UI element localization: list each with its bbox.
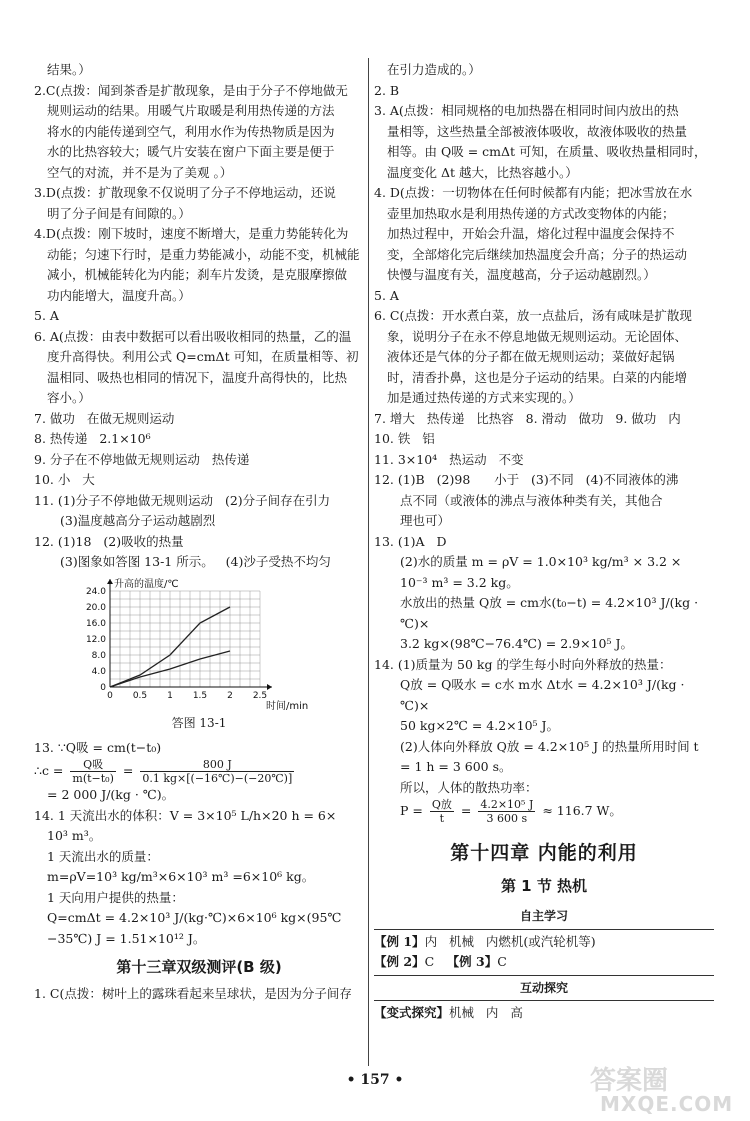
section-heading-b: 第十三章双级测评(B 级) — [116, 958, 282, 976]
answer-3: 3. A(点拨：相同规格的电加热器在相同时间内放出的热 — [374, 103, 679, 118]
answer-line: = 2 000 J/(kg · ℃)。 — [47, 787, 175, 802]
left-column — [34, 60, 364, 1004]
answer-14: 14. (1)质量为 50 kg 的学生每小时向外释放的热量： — [374, 656, 672, 672]
answer-line: 3.2 kg×(98℃−76.4℃) = 2.9×10⁵ J。 — [400, 636, 634, 651]
answer-3: 3.D(点拨：扩散现象不仅说明了分子不停地运动，还说 — [34, 185, 336, 200]
equals-sign: = — [460, 803, 472, 818]
denominator: 0.1 kg×[(−16℃)−(−20℃)] — [142, 772, 293, 785]
answer-line: 1 天流出水的质量： — [47, 848, 159, 864]
answer-14: 14. 1 天流出水的体积：V = 3×10⁵ L/h×20 h = 6× — [34, 807, 337, 823]
answer-11: 11. 3×10⁴ 热运动 不变 — [374, 451, 524, 467]
numerator: 800 J — [140, 758, 294, 772]
answer-line: 相等。由 Q吸 = cmΔt 可知，在质量、吸收热量相同时， — [387, 144, 707, 159]
answer-4: 4. D(点拨：一切物体在任何时候都有内能；把冰雪放在水 — [374, 185, 693, 200]
divider-line — [374, 929, 714, 930]
equals-sign: = — [122, 763, 134, 778]
answer-line: Q放 = Q吸水 = c水 m水 Δt水 = 4.2×10³ J/(kg · ℃)× — [400, 677, 689, 713]
subheading-self-study: 自主学习 — [519, 909, 568, 923]
answer-line: 10⁻³ m³ = 3.2 kg。 — [400, 574, 519, 590]
formula-prefix: ∴c = — [34, 763, 64, 778]
answer-line: 50 kg×2℃ = 4.2×10⁵ J。 — [400, 718, 560, 733]
y-tick-label: 8.0 — [91, 650, 106, 661]
column-divider — [368, 58, 369, 1066]
answer-line: = 1 h = 3 600 s。 — [400, 759, 512, 774]
subheading-interactive: 互动探究 — [519, 980, 568, 995]
y-tick-label: 4.0 — [91, 666, 106, 677]
divider-line — [374, 1000, 714, 1001]
power-formula — [374, 798, 714, 825]
answer-11: 11. (1)分子不停地做无规则运动 (2)分子间存在引力 — [34, 492, 331, 508]
chart-caption: 答图 13-1 — [171, 716, 227, 730]
answer-line: 容小。） — [47, 390, 91, 405]
answer-12: 12. (1)B (2)98 小于 (3)不同 (4)不同液体的沸 — [374, 472, 679, 487]
answer-line: 变，全部熔化完后继续加热温度会升高；分子的热运动 — [387, 246, 688, 262]
denominator: m(t−t₀) — [72, 772, 114, 785]
fraction — [478, 798, 535, 825]
y-axis-label: 升高的温度/℃ — [114, 578, 179, 590]
answer-line: 1 天向用户提供的热量： — [47, 889, 184, 905]
answer-6: 6. C(点拨：开水煮白菜，放一点盐后，汤有咸味是扩散现 — [374, 308, 692, 323]
x-tick-label: 0.5 — [132, 690, 148, 701]
example-tag: 【例 2】 — [374, 954, 425, 969]
answer-13: 13. (1)A D — [374, 533, 447, 549]
example-answer: 内 机械 内燃机(或汽轮机等) — [424, 933, 596, 949]
answer-b1: 1. C(点拨：树叶上的露珠看起来呈球状，是因为分子间存 — [34, 985, 352, 1001]
answer-line: −35℃) J = 1.51×10¹² J。 — [47, 930, 206, 946]
denominator: t — [439, 812, 445, 825]
chapter-heading: 第十四章 内能的利用 — [450, 842, 638, 864]
answer-line: 在引力造成的。） — [387, 62, 481, 77]
answer-8: 8. 热传递 2.1×10⁶ — [34, 431, 151, 446]
answer-line: 加是通过热传递的方式来实现的。） — [387, 390, 581, 405]
answer-10: 10. 铁 铝 — [374, 431, 435, 446]
formula-result: ≈ 116.7 W。 — [542, 803, 622, 818]
answer-12: 12. (1)18 (2)吸收的热量 — [34, 533, 184, 549]
right-column — [374, 60, 714, 1024]
answer-line: 明了分子间是有间隙的。） — [47, 205, 191, 221]
answer-line: (3)图象如答图 13-1 所示。 (4)沙子受热不均匀 — [60, 554, 331, 569]
answer-line: 壶里加热取水是利用热传递的方式改变物体的内能； — [387, 205, 675, 221]
chart-svg — [74, 575, 309, 712]
answer-line: 减小，机械能转化为内能；刹车片发烫，是克服摩擦做 — [47, 267, 348, 282]
formula-13 — [34, 758, 364, 785]
denominator: 3 600 s — [486, 812, 528, 825]
answer-line: 温相同、吸热也相同的情况下，温度升高得快的，比热 — [47, 369, 348, 385]
fraction — [430, 798, 454, 825]
x-axis-label: 时间/min — [266, 700, 309, 712]
answer-line: 象，说明分子在永不停息地做无规则运动。无论固体、 — [387, 328, 688, 344]
y-tick-label: 12.0 — [85, 634, 106, 645]
answer-2: 2.C(点拨：闻到茶香是扩散现象，是由于分子不停地做无 — [34, 82, 348, 98]
answer-7: 7. 做功 在做无规则运动 — [34, 410, 175, 426]
answer-line: 动能；匀速下行时，是重力势能减小，动能不变，机械能 — [47, 246, 360, 262]
answer-line: 水放出的热量 Q放 = cm水(t₀−t) = 4.2×10³ J/(kg · ℃)× — [400, 595, 703, 631]
answer-line: 功内能增大，温度升高。） — [47, 287, 191, 303]
formula-prefix: P = — [400, 803, 423, 818]
answer-13: 13. ∵Q吸 = cm(t−t₀) — [34, 739, 162, 755]
x-tick-label: 1.5 — [192, 690, 208, 701]
page-number: • 157 • — [346, 1072, 404, 1088]
watermark-logo: 答案圈 — [590, 1066, 669, 1096]
numerator: 4.2×10⁵ J — [480, 798, 534, 811]
answer-4: 4.D(点拨：刚下坡时，速度不断增大，是重力势能转化为 — [34, 226, 349, 241]
numerator: Q吸 — [70, 758, 115, 772]
answer-line: 加热过程中，开始会升温，熔化过程中温度会保持不 — [387, 226, 675, 241]
answer-line: 所以，人体的散热功率： — [400, 779, 538, 795]
example-1 — [374, 932, 714, 953]
answer-line: 点不同（或液体的沸点与液体种类有关，其他合 — [400, 492, 663, 508]
answer-line: 温度变化 Δt 越大，比热容越小。） — [387, 164, 578, 180]
x-tick-label: 2.5 — [252, 690, 268, 701]
variant-tag: 【变式探究】 — [374, 1005, 450, 1020]
divider-line — [374, 975, 714, 976]
answer-line: (3)温度越高分子运动越剧烈 — [60, 513, 216, 528]
example-answer: C — [497, 954, 507, 969]
answer-line: 10³ m³。 — [47, 828, 102, 843]
numerator: Q放 — [431, 798, 452, 811]
watermark-url: MXQE.COM — [600, 1092, 734, 1116]
fraction — [70, 758, 115, 785]
answer-line: (2)人体向外释放 Q放 = 4.2×10⁵ J 的热量所用时间 t — [400, 738, 699, 754]
example-tag: 【例 1】 — [374, 933, 425, 949]
y-tick-label: 16.0 — [85, 618, 106, 629]
example-tag: 【例 3】 — [446, 954, 498, 969]
answer-5: 5. A — [34, 308, 59, 323]
answer-line: 空气的对流，并不是为了美观 。） — [47, 164, 233, 180]
answer-line: 理也可） — [400, 513, 451, 528]
y-tick-label: 24.0 — [85, 586, 106, 597]
y-tick-label: 20.0 — [85, 602, 106, 613]
temperature-chart — [74, 575, 309, 714]
y-tick-label: 0 — [100, 682, 106, 693]
y-axis-arrow — [107, 579, 113, 584]
fraction — [140, 758, 294, 785]
answer-line: 度升高得快。利用公式 Q=cmΔt 可知，在质量相等、初 — [47, 349, 359, 364]
answer-line: 将水的内能传递到空气，利用水作为传热物质是因为 — [47, 123, 335, 139]
answer-line: 结果。） — [47, 62, 91, 77]
answer-line: 时，清香扑鼻，这也是分子运动的结果。白菜的内能增 — [387, 369, 688, 385]
answer-9: 9. 分子在不停地做无规则运动 热传递 — [34, 451, 250, 467]
x-tick-label: 0 — [107, 690, 113, 701]
x-axis-arrow — [267, 684, 272, 690]
answer-7-9: 7. 增大 热传递 比热容 8. 滑动 做功 9. 做功 内 — [374, 410, 681, 426]
answer-line: 规则运动的结果。用暖气片取暖是利用热传递的方法 — [47, 103, 335, 118]
answer-5: 5. A — [374, 287, 399, 303]
answer-line: 液体还是气体的分子都在做无规则运动；菜做好起锅 — [387, 349, 675, 364]
x-tick-label: 1 — [167, 690, 173, 701]
answer-line: 水的比热容较大；暖气片安装在窗户下面主要是便于 — [47, 144, 335, 159]
answer-line: (2)水的质量 m = ρV = 1.0×10³ kg/m³ × 3.2 × — [400, 554, 682, 569]
answer-6: 6. A(点拨：由表中数据可以看出吸收相同的热量，乙的温 — [34, 328, 352, 344]
variant-answer: 机械 内 高 — [449, 1005, 523, 1020]
x-tick-label: 2 — [227, 690, 233, 701]
answer-line: 快慢与温度有关，温度越高，分子运动越剧烈。） — [387, 267, 656, 282]
section-heading: 第 1 节 热机 — [500, 876, 588, 895]
answer-2: 2. B — [374, 82, 400, 98]
answer-line: 量相等，这些热量全部被液体吸收，故液体吸收的热量 — [387, 123, 688, 139]
answer-10: 10. 小 大 — [34, 472, 95, 487]
answer-line: m=ρV=10³ kg/m³×6×10³ m³ =6×10⁶ kg。 — [47, 869, 315, 884]
example-answer: C — [424, 954, 435, 969]
example-2-3 — [374, 952, 714, 973]
answer-line: Q=cmΔt = 4.2×10³ J/(kg·℃)×6×10⁶ kg×(95℃ — [47, 910, 342, 925]
variant-inquiry — [374, 1003, 714, 1024]
